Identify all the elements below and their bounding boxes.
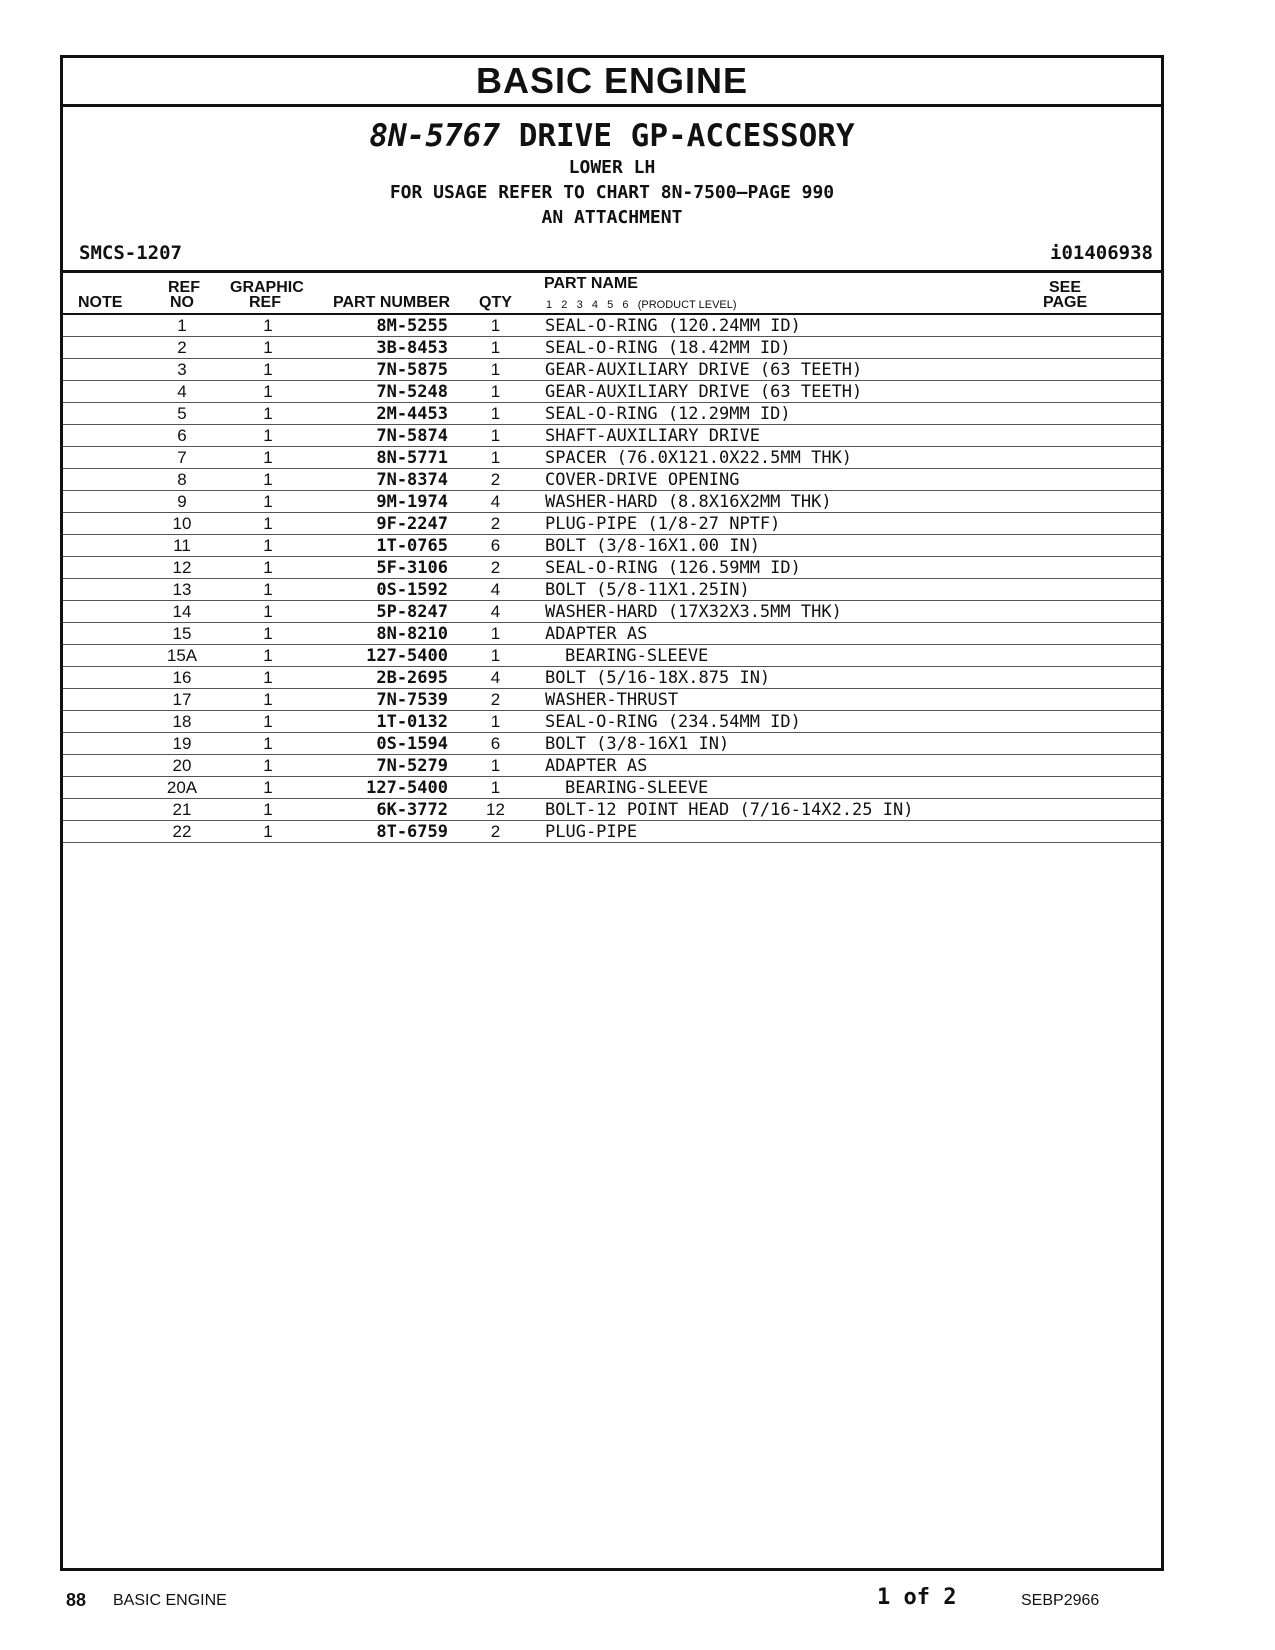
quantity: 4: [448, 491, 543, 513]
see-page-cell: [1101, 755, 1161, 777]
quantity: 1: [448, 645, 543, 667]
note-cell: [63, 469, 139, 491]
quantity: 1: [448, 381, 543, 403]
group-usage: FOR USAGE REFER TO CHART 8N-7500—PAGE 990: [389, 182, 835, 203]
table-row: [63, 711, 1161, 733]
graphic-ref: 1: [225, 425, 311, 447]
footer-section: BASIC ENGINE: [113, 1592, 227, 1609]
note-cell: [63, 711, 139, 733]
see-page-cell: [1101, 513, 1161, 535]
graphic-ref: 1: [225, 777, 311, 799]
table-row: [63, 469, 1161, 491]
table-row: [63, 777, 1161, 799]
part-name: WASHER-HARD (8.8X16X2MM THK): [543, 491, 1101, 513]
table-row: [63, 425, 1161, 447]
part-number: 7N-7539: [311, 689, 448, 711]
graphic-ref: 1: [225, 821, 311, 843]
part-number: 5P-8247: [311, 601, 448, 623]
part-name: BEARING-SLEEVE: [543, 777, 1101, 799]
note-cell: [63, 513, 139, 535]
ref-number: 12: [139, 557, 225, 579]
ref-number: 19: [139, 733, 225, 755]
ref-number: 11: [139, 535, 225, 557]
part-name: SPACER (76.0X121.0X22.5MM THK): [543, 447, 1101, 469]
quantity: 2: [448, 513, 543, 535]
quantity: 2: [448, 469, 543, 491]
group-name: DRIVE GP-ACCESSORY: [518, 118, 855, 154]
part-name: BOLT (3/8-16X1.00 IN): [543, 535, 1101, 557]
part-number: 9F-2247: [311, 513, 448, 535]
table-row: [63, 513, 1161, 535]
part-name: SEAL-O-RING (126.59MM ID): [543, 557, 1101, 579]
part-name: ADAPTER AS: [543, 755, 1101, 777]
part-number: 6K-3772: [311, 799, 448, 821]
group-number: 8N-5767: [369, 118, 501, 154]
see-page-cell: [1101, 777, 1161, 799]
part-number: 9M-1974: [311, 491, 448, 513]
quantity: 1: [448, 623, 543, 645]
part-number: 1T-0132: [311, 711, 448, 733]
part-number: 2M-4453: [311, 403, 448, 425]
see-page-cell: [1101, 711, 1161, 733]
page-number: 88: [66, 1590, 87, 1610]
graphic-ref: 1: [225, 535, 311, 557]
part-name: BOLT (5/8-11X1.25IN): [543, 579, 1101, 601]
part-name: PLUG-PIPE: [543, 821, 1101, 843]
part-number: 7N-5248: [311, 381, 448, 403]
quantity: 1: [448, 755, 543, 777]
see-page-cell: [1101, 579, 1161, 601]
graphic-ref: 1: [225, 469, 311, 491]
quantity: 1: [448, 337, 543, 359]
part-number: 8T-6759: [311, 821, 448, 843]
note-cell: [63, 733, 139, 755]
quantity: 1: [448, 447, 543, 469]
table-row: [63, 755, 1161, 777]
group-attachment: AN ATTACHMENT: [541, 207, 683, 228]
note-cell: [63, 403, 139, 425]
table-row: [63, 821, 1161, 843]
ref-number: 7: [139, 447, 225, 469]
see-page-cell: [1101, 799, 1161, 821]
see-page-cell: [1101, 315, 1161, 337]
ref-number: 6: [139, 425, 225, 447]
quantity: 1: [448, 425, 543, 447]
table-row: [63, 381, 1161, 403]
see-page-cell: [1101, 645, 1161, 667]
part-name: SHAFT-AUXILIARY DRIVE: [543, 425, 1101, 447]
quantity: 1: [448, 403, 543, 425]
group-header: [63, 117, 1161, 230]
see-page-cell: [1101, 689, 1161, 711]
see-page-cell: [1101, 447, 1161, 469]
part-number: 127-5400: [311, 777, 448, 799]
see-page-cell: [1101, 359, 1161, 381]
part-name: BOLT (5/16-18X.875 IN): [543, 667, 1101, 689]
see-page-cell: [1101, 623, 1161, 645]
document-id: SEBP2966: [1021, 1592, 1100, 1609]
part-number: 0S-1592: [311, 579, 448, 601]
quantity: 4: [448, 667, 543, 689]
graphic-ref: 1: [225, 733, 311, 755]
graphic-ref: 1: [225, 315, 311, 337]
part-name: WASHER-THRUST: [543, 689, 1101, 711]
note-cell: [63, 755, 139, 777]
part-number: 5F-3106: [311, 557, 448, 579]
quantity: 12: [448, 799, 543, 821]
ref-number: 3: [139, 359, 225, 381]
part-name: SEAL-O-RING (120.24MM ID): [543, 315, 1101, 337]
part-name: SEAL-O-RING (234.54MM ID): [543, 711, 1101, 733]
column-header: [63, 273, 1161, 315]
table-row: [63, 645, 1161, 667]
table-row: [63, 689, 1161, 711]
part-name: BEARING-SLEEVE: [543, 645, 1101, 667]
part-number: 8N-8210: [311, 623, 448, 645]
part-number: 8M-5255: [311, 315, 448, 337]
see-page-cell: [1101, 403, 1161, 425]
note-cell: [63, 425, 139, 447]
ref-number: 20: [139, 755, 225, 777]
group-subtitle: LOWER LH: [568, 157, 656, 178]
ref-number: 5: [139, 403, 225, 425]
quantity: 1: [448, 315, 543, 337]
col-ref-bottom: NO: [170, 294, 194, 311]
note-cell: [63, 623, 139, 645]
col-part-number: PART NUMBER: [333, 294, 451, 311]
see-page-cell: [1101, 601, 1161, 623]
see-page-cell: [1101, 557, 1161, 579]
graphic-ref: 1: [225, 579, 311, 601]
ref-number: 20A: [139, 777, 225, 799]
table-row: [63, 315, 1161, 337]
ref-number: 8: [139, 469, 225, 491]
note-cell: [63, 645, 139, 667]
graphic-ref: 1: [225, 645, 311, 667]
graphic-ref: 1: [225, 381, 311, 403]
see-page-cell: [1101, 337, 1161, 359]
table-row: [63, 733, 1161, 755]
col-graphic-top: GRAPHIC: [230, 279, 304, 296]
table-row: [63, 667, 1161, 689]
see-page-cell: [1101, 821, 1161, 843]
document-identifier: i01406938: [1050, 242, 1153, 264]
quantity: 6: [448, 733, 543, 755]
quantity: 4: [448, 601, 543, 623]
quantity: 1: [448, 711, 543, 733]
ref-number: 18: [139, 711, 225, 733]
ref-number: 9: [139, 491, 225, 513]
see-page-cell: [1101, 491, 1161, 513]
see-page-cell: [1101, 469, 1161, 491]
part-name: BOLT (3/8-16X1 IN): [543, 733, 1101, 755]
table-row: [63, 447, 1161, 469]
see-page-cell: [1101, 425, 1161, 447]
part-number: 7N-5875: [311, 359, 448, 381]
part-number: 8N-5771: [311, 447, 448, 469]
smcs-row: [63, 240, 1161, 273]
graphic-ref: 1: [225, 337, 311, 359]
ref-number: 15: [139, 623, 225, 645]
col-product-levels: 1 2 3 4 5 6 (PRODUCT LEVEL): [546, 299, 737, 311]
smcs-code: SMCS-1207: [79, 242, 182, 264]
note-cell: [63, 667, 139, 689]
ref-number: 21: [139, 799, 225, 821]
ref-number: 2: [139, 337, 225, 359]
ref-number: 17: [139, 689, 225, 711]
table-row: [63, 623, 1161, 645]
note-cell: [63, 799, 139, 821]
graphic-ref: 1: [225, 799, 311, 821]
note-cell: [63, 491, 139, 513]
note-cell: [63, 535, 139, 557]
parts-page-frame: [60, 55, 1164, 1571]
table-row: [63, 535, 1161, 557]
quantity: 2: [448, 821, 543, 843]
part-number: 3B-8453: [311, 337, 448, 359]
graphic-ref: 1: [225, 711, 311, 733]
graphic-ref: 1: [225, 755, 311, 777]
col-graphic-bottom: REF: [249, 294, 281, 311]
note-cell: [63, 579, 139, 601]
see-page-cell: [1101, 381, 1161, 403]
col-part-name: PART NAME: [544, 275, 638, 292]
graphic-ref: 1: [225, 513, 311, 535]
graphic-ref: 1: [225, 557, 311, 579]
quantity: 1: [448, 359, 543, 381]
page-of: 1 of 2: [877, 1585, 957, 1610]
part-name: PLUG-PIPE (1/8-27 NPTF): [543, 513, 1101, 535]
page-footer: [0, 1585, 1275, 1615]
note-cell: [63, 777, 139, 799]
graphic-ref: 1: [225, 359, 311, 381]
ref-number: 4: [139, 381, 225, 403]
table-row: [63, 799, 1161, 821]
note-cell: [63, 381, 139, 403]
part-number: 2B-2695: [311, 667, 448, 689]
col-note: NOTE: [78, 294, 123, 311]
see-page-cell: [1101, 667, 1161, 689]
part-name: ADAPTER AS: [543, 623, 1101, 645]
part-name: COVER-DRIVE OPENING: [543, 469, 1101, 491]
part-number: 7N-5279: [311, 755, 448, 777]
table-row: [63, 403, 1161, 425]
ref-number: 15A: [139, 645, 225, 667]
quantity: 4: [448, 579, 543, 601]
note-cell: [63, 821, 139, 843]
part-name: WASHER-HARD (17X32X3.5MM THK): [543, 601, 1101, 623]
part-number: 1T-0765: [311, 535, 448, 557]
see-page-cell: [1101, 535, 1161, 557]
part-name: GEAR-AUXILIARY DRIVE (63 TEETH): [543, 359, 1101, 381]
parts-table-body: [63, 315, 1161, 843]
note-cell: [63, 359, 139, 381]
ref-number: 13: [139, 579, 225, 601]
part-name: GEAR-AUXILIARY DRIVE (63 TEETH): [543, 381, 1101, 403]
quantity: 6: [448, 535, 543, 557]
see-page-cell: [1101, 733, 1161, 755]
graphic-ref: 1: [225, 601, 311, 623]
graphic-ref: 1: [225, 403, 311, 425]
table-row: [63, 557, 1161, 579]
ref-number: 22: [139, 821, 225, 843]
table-row: [63, 359, 1161, 381]
table-row: [63, 601, 1161, 623]
part-name: SEAL-O-RING (18.42MM ID): [543, 337, 1101, 359]
col-see-bottom: PAGE: [1043, 294, 1088, 311]
note-cell: [63, 337, 139, 359]
quantity: 2: [448, 557, 543, 579]
col-ref-top: REF: [168, 279, 200, 296]
quantity: 1: [448, 777, 543, 799]
group-title: [63, 117, 1161, 155]
ref-number: 10: [139, 513, 225, 535]
graphic-ref: 1: [225, 623, 311, 645]
note-cell: [63, 557, 139, 579]
note-cell: [63, 601, 139, 623]
ref-number: 14: [139, 601, 225, 623]
note-cell: [63, 447, 139, 469]
part-name: BOLT-12 POINT HEAD (7/16-14X2.25 IN): [543, 799, 1101, 821]
part-name: SEAL-O-RING (12.29MM ID): [543, 403, 1101, 425]
part-number: 0S-1594: [311, 733, 448, 755]
table-row: [63, 337, 1161, 359]
col-see-top: SEE: [1049, 279, 1082, 296]
parts-table: [63, 315, 1161, 843]
section-title: BASIC ENGINE: [63, 58, 1161, 107]
col-qty: QTY: [479, 294, 512, 311]
graphic-ref: 1: [225, 689, 311, 711]
graphic-ref: 1: [225, 667, 311, 689]
ref-number: 1: [139, 315, 225, 337]
note-cell: [63, 689, 139, 711]
graphic-ref: 1: [225, 447, 311, 469]
table-row: [63, 491, 1161, 513]
part-number: 7N-5874: [311, 425, 448, 447]
table-row: [63, 579, 1161, 601]
graphic-ref: 1: [225, 491, 311, 513]
quantity: 2: [448, 689, 543, 711]
note-cell: [63, 315, 139, 337]
part-number: 7N-8374: [311, 469, 448, 491]
ref-number: 16: [139, 667, 225, 689]
part-number: 127-5400: [311, 645, 448, 667]
